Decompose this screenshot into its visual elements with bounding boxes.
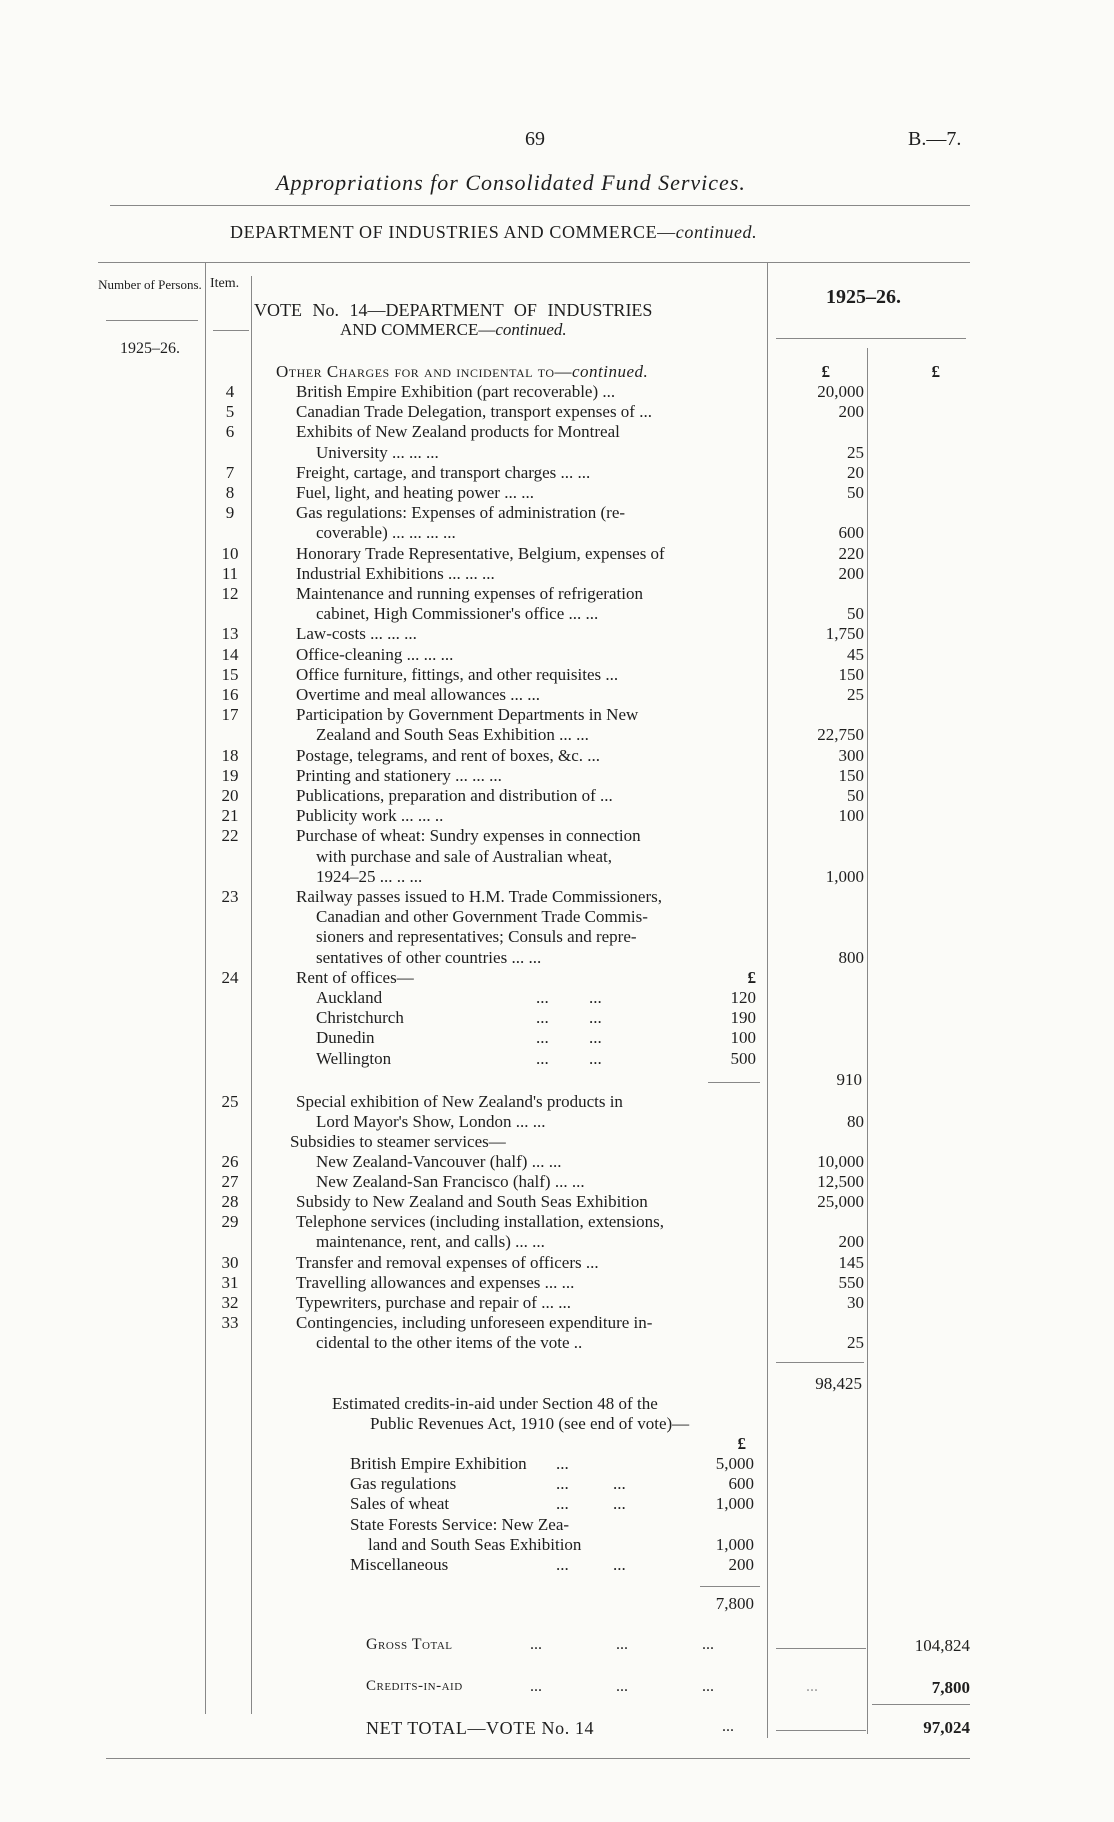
credits-total-rule (700, 1586, 760, 1587)
rent-office-amount: 120 (730, 988, 756, 1007)
rent-office-dots: ... ... (536, 1028, 602, 1048)
item-description: Honorary Trade Representative, Belgium, expenses of (296, 543, 665, 563)
item-number: 32 (221, 1293, 239, 1312)
item-amount: 50 (847, 786, 864, 805)
gross-total-amount: 104,824 (914, 1636, 970, 1655)
item-number: 30 (221, 1252, 239, 1272)
rent-office-amount: 100 (730, 1028, 756, 1048)
department-name: DEPARTMENT OF INDUSTRIES AND COMMERCE— (230, 222, 676, 242)
credit-amount: 600 (728, 1474, 754, 1494)
table-top-rule (98, 262, 970, 263)
item-description: Typewriters, purchase and repair of ... ... (296, 1293, 571, 1312)
item-amount: 30 (847, 1293, 864, 1312)
item-description: Office furniture, fittings, and other requisites ... (296, 664, 619, 684)
credit-name: Miscellaneous (350, 1555, 449, 1574)
item-number: 5 (225, 402, 235, 422)
subsidy-amount: 12,500 (817, 1172, 864, 1192)
item-number: 10 (221, 543, 239, 563)
item-description: 1924–25 ... .. ... (316, 866, 423, 886)
item-description: Canadian Trade Delegation, transport expenses of ... (296, 402, 652, 422)
credits-total: 7,800 (715, 1594, 754, 1613)
rent-office-amount: 190 (730, 1008, 756, 1028)
item-amount: 200 (838, 1232, 864, 1252)
amount-header-rule (776, 338, 966, 339)
gross-total-dots: ... ... ... (530, 1636, 714, 1653)
item-description: maintenance, rent, and calls) ... ... (316, 1232, 545, 1252)
item-number: 26 (221, 1152, 239, 1171)
item-description: Printing and stationery ... ... ... (296, 765, 502, 785)
subsidy-description: New Zealand-San Francisco (half) ... ... (316, 1172, 585, 1192)
item-amount: 220 (838, 543, 864, 563)
item-amount: 800 (838, 947, 864, 967)
vote-title-continued: continued. (495, 320, 567, 339)
department-continued: continued. (675, 222, 758, 242)
item-description: Travelling allowances and expenses ... ... (296, 1272, 575, 1292)
table-bottom-rule (106, 1758, 970, 1759)
item-description: Freight, cartage, and transport charges ... ... (296, 462, 591, 482)
net-total-rule (776, 1730, 866, 1731)
item-description: Industrial Exhibitions ... ... ... (296, 563, 495, 583)
item-description: Subsidy to New Zealand and South Seas Exhibition (296, 1192, 648, 1211)
item-amount: 550 (838, 1272, 864, 1292)
document-reference: B.—7. (908, 128, 962, 150)
credits-heading-line2: Public Revenues Act, 1910 (see end of vote)— (370, 1414, 690, 1433)
credit-dots: ... (556, 1454, 569, 1473)
vote-title-line1: VOTE No. 14—DEPARTMENT OF INDUSTRIES (254, 300, 653, 320)
item-amount: 25 (847, 685, 864, 704)
vote-title-line2 (340, 320, 567, 340)
credit-amount: 200 (728, 1555, 754, 1574)
item-number: 12 (221, 584, 239, 603)
credit-dots: ... ... (556, 1555, 626, 1574)
credits-in-aid-dots-mid: ... (806, 1678, 818, 1695)
subtotal-rule (776, 1362, 864, 1363)
item-description: University ... ... ... (316, 442, 439, 462)
rent-office-name: Christchurch (316, 1008, 404, 1028)
item-amount: 150 (838, 765, 864, 785)
item-number: 13 (221, 624, 239, 644)
credit-name: Gas regulations (350, 1474, 457, 1494)
item-amount: 600 (838, 523, 864, 543)
item-amount: 50 (847, 604, 864, 624)
item-description: Postage, telegrams, and rent of boxes, &c. ... (296, 745, 601, 765)
section-heading (276, 362, 648, 382)
page-number: 69 (525, 128, 545, 150)
credits-in-aid-dots: ... ... ... (530, 1678, 714, 1695)
item-description: Publicity work ... ... .. (296, 806, 444, 826)
item-description: cabinet, High Commissioner's office ... ... (316, 604, 599, 624)
item-header: Item. (210, 276, 240, 291)
rent-subtotal-rule (708, 1082, 760, 1083)
item-number: 8 (225, 483, 235, 502)
item-description: Railway passes issued to H.M. Trade Commissioners, (296, 887, 662, 906)
item-number: 16 (221, 685, 239, 704)
title-rule (110, 205, 970, 206)
item-number: 23 (221, 887, 239, 906)
item-amount: 25 (847, 1333, 864, 1353)
item-number: 4 (225, 382, 235, 401)
item-number: 15 (221, 664, 239, 684)
credit-dots: ... ... (556, 1494, 626, 1514)
item-description: Telephone services (including installation, extensions, (296, 1212, 664, 1232)
subsidies-heading: Subsidies to steamer services— (290, 1132, 506, 1151)
item-description: cidental to the other items of the vote .. (316, 1333, 583, 1353)
item-description: Maintenance and running expenses of refrigeration (296, 584, 643, 603)
item-amount: 1,750 (825, 624, 864, 644)
item-description: British Empire Exhibition (part recoverable) ... (296, 382, 616, 401)
item-number: 11 (221, 563, 239, 583)
item-number: 6 (225, 422, 235, 442)
item-description: Fuel, light, and heating power ... ... (296, 483, 534, 502)
rent-office-name: Wellington (316, 1048, 392, 1068)
item-amount: 25,000 (817, 1192, 864, 1211)
item-number: 33 (221, 1313, 239, 1333)
item-description: Special exhibition of New Zealand's products in (296, 1092, 623, 1111)
item-amount: 300 (838, 745, 864, 765)
item-number: 17 (221, 705, 239, 725)
rent-office-dots: ... ... (536, 988, 602, 1007)
item-amount: 22,750 (817, 725, 864, 745)
credit-amount: 1,000 (715, 1534, 754, 1554)
credits-in-aid-amount: 7,800 (931, 1678, 970, 1697)
item-amount: 150 (838, 664, 864, 684)
net-total-amount: 97,024 (923, 1718, 970, 1737)
rent-office-dots: ... ... (536, 1048, 602, 1068)
rent-label: Rent of offices— (296, 968, 414, 987)
item-description: Overtime and meal allowances ... ... (296, 685, 541, 704)
amount-column-rule (767, 262, 768, 1738)
credit-amount: 1,000 (715, 1494, 754, 1514)
section-title: Other Charges for and incidental to— (276, 362, 573, 381)
vote-title-name: AND COMMERCE— (340, 320, 496, 339)
item-description: Canadian and other Government Trade Commis- (316, 907, 648, 927)
gross-total-rule (776, 1648, 866, 1649)
item-description: Law-costs ... ... ... (296, 624, 417, 644)
item-description: Contingencies, including unforeseen expenditure in- (296, 1313, 653, 1333)
credits-heading-line1: Estimated credits-in-aid under Section 48 of the (332, 1394, 658, 1413)
department-heading (230, 222, 757, 243)
net-total-rule-top (872, 1704, 970, 1705)
rent-total: 910 (836, 1070, 862, 1089)
persons-rule (106, 320, 198, 321)
item-amount: 45 (847, 644, 864, 664)
item-number: 27 (221, 1172, 239, 1192)
currency-amount-column: £ (821, 362, 830, 381)
year-header-right: 1925–26. (826, 286, 901, 308)
rent-currency: £ (747, 968, 756, 987)
page-title: Appropriations for Consolidated Fund Services. (276, 170, 746, 195)
item-number: 22 (221, 826, 239, 846)
item-amount: 80 (847, 1112, 864, 1132)
item-description: sentatives of other countries ... ... (316, 947, 542, 967)
item-amount: 100 (838, 806, 864, 826)
item-amount: 145 (838, 1252, 864, 1272)
item-description: Gas regulations: Expenses of administration (re- (296, 503, 626, 523)
item-number: 29 (221, 1212, 239, 1232)
item-amount: 20 (847, 462, 864, 482)
item-number: 7 (225, 462, 235, 482)
item-amount: 200 (838, 402, 864, 422)
item-number: 20 (221, 786, 239, 805)
gross-total-label: Gross Total (366, 1636, 453, 1653)
item-amount: 20,000 (817, 382, 864, 401)
item-amount: 1,000 (825, 866, 864, 886)
credit-amount: 5,000 (715, 1454, 754, 1473)
item-description: sioners and representatives; Consuls and repre- (316, 927, 637, 947)
item-number: 25 (221, 1092, 239, 1111)
item-description: coverable) ... ... ... ... (316, 523, 456, 543)
rent-office-dots: ... ... (536, 1008, 602, 1028)
item-description: Office-cleaning ... ... ... (296, 644, 454, 664)
subtotal-amount: 98,425 (815, 1374, 862, 1393)
currency-total-column: £ (931, 362, 940, 381)
item-description: Participation by Government Departments in New (296, 705, 639, 725)
credit-name: land and South Seas Exhibition (368, 1534, 582, 1554)
item-description: Purchase of wheat: Sundry expenses in connection (296, 826, 641, 846)
item-description: with purchase and sale of Australian wheat, (316, 846, 612, 866)
item-rule (213, 330, 249, 331)
persons-column-rule (205, 262, 206, 1714)
item-number: 9 (225, 503, 235, 523)
item-amount: 25 (847, 442, 864, 462)
item-number: 21 (221, 806, 239, 826)
credit-name: British Empire Exhibition (350, 1454, 527, 1473)
credit-name: State Forests Service: New Zea- (350, 1514, 570, 1534)
year-header-left: 1925–26. (120, 340, 180, 357)
credits-in-aid-label: Credits-in-aid (366, 1678, 463, 1694)
item-amount: 50 (847, 483, 864, 502)
rent-office-name: Dunedin (316, 1028, 375, 1048)
item-number: 18 (221, 745, 239, 765)
item-number: 31 (221, 1272, 239, 1292)
credit-dots: ... ... (556, 1474, 626, 1494)
item-column-rule (251, 276, 252, 1714)
total-column-rule (867, 348, 868, 1734)
item-description: Publications, preparation and distribution of ... (296, 786, 613, 805)
item-number: 19 (221, 765, 239, 785)
item-description: Exhibits of New Zealand products for Montreal (296, 422, 620, 442)
item-description: Lord Mayor's Show, London ... ... (316, 1112, 546, 1132)
item-description: Zealand and South Seas Exhibition ... ... (316, 725, 589, 745)
subsidy-amount: 10,000 (817, 1152, 864, 1171)
subsidy-description: New Zealand-Vancouver (half) ... ... (316, 1152, 562, 1171)
section-continued: continued. (572, 362, 649, 381)
number-of-persons-header: Number of Persons. (98, 277, 202, 292)
item-amount: 200 (838, 563, 864, 583)
rent-office-name: Auckland (316, 988, 383, 1007)
item-number: 28 (221, 1192, 239, 1211)
rent-office-amount: 500 (730, 1048, 756, 1068)
credit-name: Sales of wheat (350, 1494, 450, 1514)
net-total-label: NET TOTAL—VOTE No. 14 (366, 1718, 595, 1738)
item-number: 24 (221, 968, 239, 987)
credits-currency: £ (737, 1434, 746, 1453)
net-total-dots: ... (722, 1718, 734, 1735)
item-number: 14 (221, 644, 239, 664)
item-description: Transfer and removal expenses of officers ... (296, 1252, 599, 1272)
